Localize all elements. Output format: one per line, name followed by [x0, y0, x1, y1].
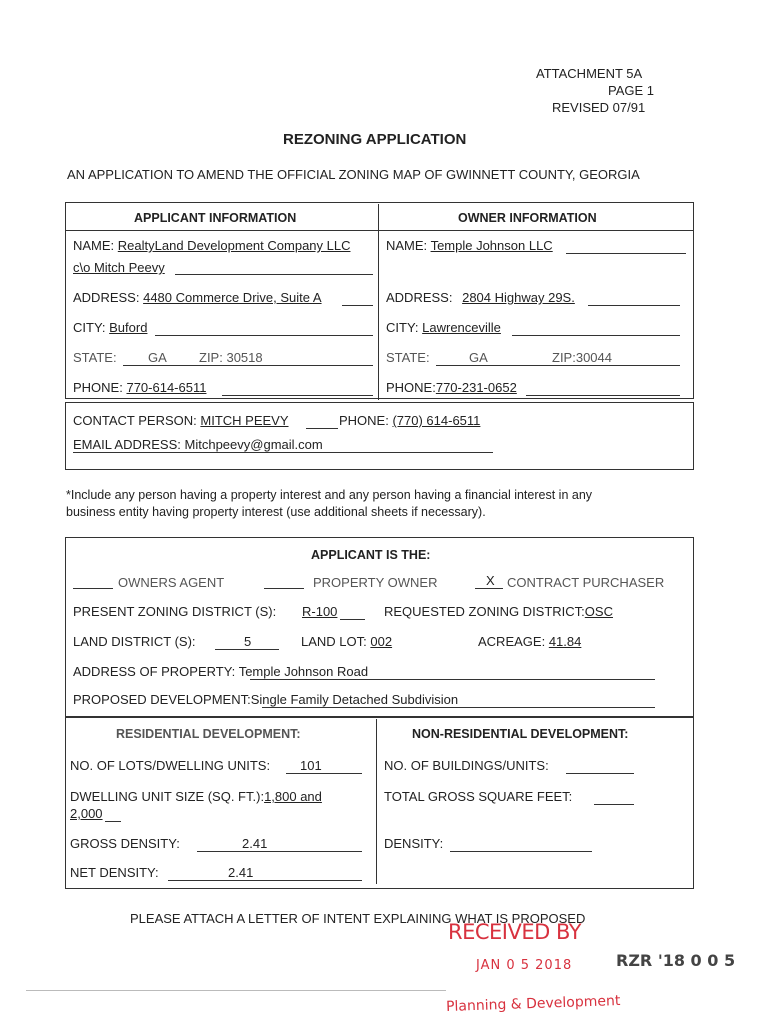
property-address-field: ADDRESS OF PROPERTY: Temple Johnson Road — [73, 664, 369, 679]
page-label: PAGE 1 — [608, 83, 655, 98]
received-stamp: RECEIVED BY — [448, 920, 582, 944]
owner-heading: OWNER INFORMATION — [458, 211, 597, 225]
attachment-label: ATTACHMENT 5A — [536, 66, 643, 81]
owner-phone-field: PHONE:770-231-0652 — [386, 380, 517, 395]
gross-sqft-field: TOTAL GROSS SQUARE FEET: — [384, 789, 573, 804]
lots-field: NO. OF LOTS/DWELLING UNITS: — [70, 758, 271, 773]
gross-density-value: 2.41 — [242, 836, 268, 851]
contact-email-field: EMAIL ADDRESS: Mitchpeevy@gmail.com — [73, 437, 323, 452]
applicant-name-line2: c\o Mitch Peevy — [73, 260, 165, 275]
applicant-city-field: CITY: Buford — [73, 320, 148, 335]
requested-zoning-field: REQUESTED ZONING DISTRICT:OSC — [384, 604, 613, 619]
note-line1: *Include any person having a property interest and any person having a financial interest in any — [66, 488, 593, 502]
page-subtitle: AN APPLICATION TO AMEND THE OFFICIAL ZONING MAP OF GWINNETT COUNTY, GEORGIA — [67, 167, 640, 182]
applicant-phone-field: PHONE: 770-614-6511 — [73, 380, 207, 395]
buildings-field: NO. OF BUILDINGS/UNITS: — [384, 758, 549, 773]
owner-state-value: GA — [469, 350, 488, 365]
applicant-heading: APPLICANT INFORMATION — [134, 211, 297, 225]
applicant-zip-field: ZIP: 30518 — [199, 350, 263, 365]
residential-heading: RESIDENTIAL DEVELOPMENT: — [116, 727, 301, 741]
letter-of-intent-note: PLEASE ATTACH A LETTER OF INTENT EXPLAINING WHAT IS PROPOSED — [130, 911, 586, 926]
nonres-density-field: DENSITY: — [384, 836, 444, 851]
land-district-value: 5 — [244, 634, 252, 649]
owner-address-field: ADDRESS: 2804 Highway 29S. — [386, 290, 575, 305]
contact-person-field: CONTACT PERSON: MITCH PEEVY — [73, 413, 289, 428]
acreage-field: ACREAGE: 41.84 — [478, 634, 582, 649]
owner-zip-field: ZIP:30044 — [552, 350, 612, 365]
applicant-is-heading: APPLICANT IS THE: — [311, 548, 431, 562]
lots-value: 101 — [300, 758, 322, 773]
applicant-name-field: NAME: RealtyLand Development Company LLC — [73, 238, 351, 253]
page-title: REZONING APPLICATION — [283, 131, 467, 148]
contract-purchaser-mark: X — [486, 573, 495, 588]
applicant-state-field: STATE: — [73, 350, 117, 365]
applicant-address-field: ADDRESS: 4480 Commerce Drive, Suite A — [73, 290, 322, 305]
unit-size-field: DWELLING UNIT SIZE (SQ. FT.):1,800 and — [70, 789, 322, 804]
contact-phone-field: PHONE: (770) 614-6511 — [339, 413, 481, 428]
land-district-field: LAND DISTRICT (S): — [73, 634, 196, 649]
unit-size-line2: 2,000 — [70, 806, 103, 821]
net-density-field: NET DENSITY: — [70, 865, 159, 880]
present-zoning-field: PRESENT ZONING DISTRICT (S): — [73, 604, 277, 619]
owner-name-field: NAME: Temple Johnson LLC — [386, 238, 553, 253]
revised-label: REVISED 07/91 — [552, 100, 646, 115]
gross-density-field: GROSS DENSITY: — [70, 836, 180, 851]
proposed-development-field: PROPOSED DEVELOPMENT:Single Family Detached Subdivision — [73, 692, 459, 707]
note-line2: business entity having property interest (use additional sheets if necessary). — [66, 505, 486, 519]
owner-state-field: STATE: — [386, 350, 430, 365]
received-date: JAN 0 5 2018 — [476, 958, 573, 973]
nonresidential-heading: NON-RESIDENTIAL DEVELOPMENT: — [412, 727, 629, 741]
applicant-is-box — [65, 537, 694, 717]
planning-dept-stamp: Planning & Development — [445, 992, 621, 1016]
case-number: RZR '18 0 0 5 — [616, 951, 736, 970]
contract-purchaser-option: CONTRACT PURCHASER — [507, 575, 665, 590]
net-density-value: 2.41 — [228, 865, 254, 880]
land-lot-field: LAND LOT: 002 — [301, 634, 393, 649]
applicant-state-value: GA — [148, 350, 167, 365]
present-zoning-value: R-100 — [302, 604, 338, 619]
owner-city-field: CITY: Lawrenceville — [386, 320, 501, 335]
property-owner-option: PROPERTY OWNER — [313, 575, 438, 590]
owners-agent-option: OWNERS AGENT — [118, 575, 225, 590]
